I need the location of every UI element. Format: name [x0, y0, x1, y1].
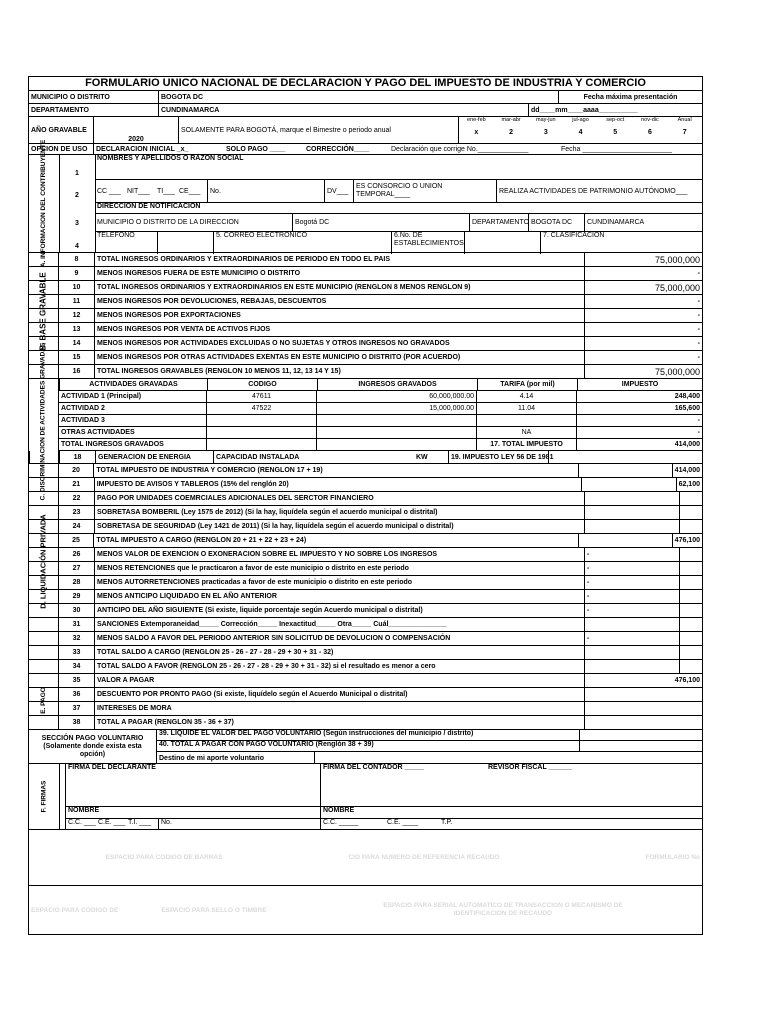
row-value[interactable]: 476,100	[674, 537, 700, 544]
row-36	[28, 688, 703, 702]
row-18	[29, 451, 702, 464]
ce-label[interactable]: CE___	[179, 187, 201, 195]
row-number: 9	[59, 267, 95, 280]
activity-label: ACTIVIDAD 2	[59, 403, 207, 414]
row-value[interactable]	[680, 576, 702, 589]
row-label: INTERESES DE MORA	[95, 702, 585, 715]
row-label: MENOS VALOR DE EXENCION O EXONERACION SOBRE EL IMPUESTO Y NO SOBRE LOS INGRESOS	[95, 548, 585, 561]
fecha-maxima-fields[interactable]: dd____mm____aaaa__________	[531, 106, 638, 114]
side-spacer	[29, 646, 59, 659]
row-mid-value[interactable]: -	[585, 632, 680, 645]
direccion-row	[95, 214, 702, 232]
correo-label[interactable]: 5. CORREO ELECTRONICO	[213, 232, 391, 254]
row-label: SOBRETASA BOMBERIL (Ley 1575 de 2012) (Si la hay, liquídela según el acuerdo municipal o distrital)	[95, 506, 585, 519]
section-c-side: C. DISCRIMINACION DE ACTIVIDADES GRAVADAS	[28, 379, 59, 464]
period-label: nov-dic	[641, 117, 659, 123]
serial-space: ESPACIO PARA SERIAL AUTOMATICO DE TRANSACCION O MECANISMO DE IDENTIFICACION DE RECAUDO	[383, 902, 623, 917]
row-23	[28, 506, 703, 520]
period-label: mar-abr	[501, 117, 521, 123]
section-a-side: A. INFORMACION DEL CONTRIBUYENTE	[29, 155, 60, 252]
period-option[interactable]: 7	[682, 129, 687, 136]
row-mid-value[interactable]: -	[585, 562, 680, 575]
generacion-label: GENERACION DE ENERGIA	[96, 451, 214, 463]
row-number: 37	[59, 702, 95, 715]
activity-code[interactable]: 47611	[207, 391, 317, 402]
row-value[interactable]: -	[697, 270, 700, 277]
activity-tax[interactable]: -	[697, 417, 700, 424]
capacidad-label: CAPACIDAD INSTALADA	[216, 453, 300, 461]
side-spacer	[29, 660, 59, 673]
section-b	[28, 253, 703, 379]
row-value[interactable]	[680, 506, 702, 519]
row-value[interactable]	[680, 492, 702, 505]
row-21	[28, 478, 703, 492]
row-mid-value[interactable]: -	[585, 604, 680, 617]
total-gravados-value[interactable]	[317, 439, 477, 450]
contacto-row	[95, 232, 702, 254]
row-number: 31	[59, 618, 95, 631]
cundinamarca[interactable]: CUNDINAMARCA	[584, 214, 702, 231]
column-header: IMPUESTO	[621, 381, 659, 388]
total-gravados-label: TOTAL INGRESOS GRAVADOS	[59, 439, 207, 450]
section-f	[28, 764, 703, 830]
decl-inicial[interactable]: DECLARACION INICIAL _x_	[96, 145, 189, 153]
row-40[interactable]: 40. TOTAL A PAGAR CON PAGO VOLUNTARIO (Renglón 38 + 39)	[157, 741, 702, 752]
row-11	[28, 295, 703, 309]
row-number: 14	[59, 337, 95, 350]
row-35	[28, 674, 703, 688]
total-gravados-row	[59, 439, 702, 451]
row-28	[28, 576, 703, 590]
side-spacer	[29, 632, 59, 645]
firma-declarante[interactable]: FIRMA DEL DECLARANTE	[68, 764, 156, 771]
row-27	[28, 562, 703, 576]
row-number: 16	[59, 365, 95, 378]
section-d-side: D. LIQUIDACIÓN PRIVADA	[28, 464, 59, 659]
side-spacer	[29, 716, 59, 729]
side-spacer	[29, 590, 59, 603]
row-number: 33	[59, 646, 95, 659]
tax-form	[28, 76, 703, 935]
row-number: 2	[75, 192, 79, 199]
cc-label[interactable]: CC ___	[97, 187, 121, 195]
activity-income[interactable]: 60,000,000.00	[317, 391, 477, 402]
anio-label: AÑO GRAVABLE	[29, 117, 94, 143]
side-spacer	[29, 604, 59, 617]
ley56-value[interactable]	[549, 451, 702, 463]
row-number: 1	[75, 170, 79, 177]
opcion-uso-label: OPCION DE USO	[29, 144, 94, 154]
row-value[interactable]: 75,000,000	[654, 254, 700, 265]
ley56-label: 19. IMPUESTO LEY 56 DE 1981	[449, 451, 549, 463]
row-value[interactable]: 75,000,000	[654, 366, 700, 377]
row-value[interactable]: -	[697, 326, 700, 333]
row-label: TOTAL IMPUESTO A CARGO (RENGLON 20 + 21 + 22 + 23 + 24)	[94, 534, 578, 547]
total-impuesto-value[interactable]: 414,000	[674, 441, 700, 448]
activity-code[interactable]	[207, 415, 317, 426]
period-option[interactable]: 2	[509, 129, 514, 136]
departamento-label: DEPARTAMENTO	[29, 104, 159, 116]
firma-contador[interactable]: FIRMA DEL CONTADOR _____	[323, 764, 424, 771]
row-value[interactable]: -	[697, 312, 700, 319]
row-number: 28	[59, 576, 95, 589]
activity-tax[interactable]: -	[697, 429, 700, 436]
row-label: VALOR A PAGAR	[95, 674, 585, 687]
row-number: 32	[59, 632, 95, 645]
id-row	[95, 180, 702, 203]
revisor-fiscal[interactable]: REVISOR FISCAL ______	[488, 764, 572, 771]
c-header	[59, 379, 702, 391]
row-13	[28, 323, 703, 337]
row-37	[28, 702, 703, 716]
row-value[interactable]	[680, 632, 702, 645]
period-option[interactable]: 3	[543, 129, 548, 136]
row-value[interactable]: -	[697, 298, 700, 305]
municipio-dir-label[interactable]: MUNICIPIO O DISTRITO DE LA DIRECCION	[97, 219, 239, 226]
activity-row	[59, 403, 702, 415]
activity-income[interactable]	[317, 415, 477, 426]
row-16	[28, 365, 703, 379]
nombres-label[interactable]: NOMBRES Y APELLIDOS O RAZON SOCIAL	[95, 155, 702, 180]
ti-declarante[interactable]: T.I. ___	[128, 819, 151, 826]
direccion-notif-label[interactable]: DIRECCION DE NOTIFICACION	[95, 203, 702, 214]
row-number: 22	[59, 492, 95, 505]
row-22	[28, 492, 703, 506]
side-spacer	[29, 492, 59, 505]
section-f-side: F. FIRMAS	[29, 764, 60, 829]
section-b-side: B. BASE GRAVABLE	[28, 253, 59, 370]
row-mid-value[interactable]	[579, 464, 673, 477]
row-number: 10	[59, 281, 95, 294]
row-label: SOBRETASA DE SEGURIDAD (Ley 1421 de 2011) (Si la hay, liquídela según el acuerdo municipal o distrital)	[95, 520, 585, 533]
row-8	[28, 253, 703, 267]
row-label: MENOS SALDO A FAVOR DEL PERIODO ANTERIOR SIN SOLICITUD DE DEVOLUCION O COMPENSACIÓN	[95, 632, 585, 645]
activity-label: ACTIVIDAD 1 (Principal)	[59, 391, 207, 402]
side-spacer	[29, 267, 59, 280]
fecha[interactable]: Fecha _______________________	[561, 145, 672, 153]
row-12	[28, 309, 703, 323]
side-spacer	[29, 464, 59, 477]
activity-code[interactable]	[207, 427, 317, 438]
activity-income[interactable]	[317, 427, 477, 438]
period-label: Anual	[677, 117, 692, 123]
row-mid-value[interactable]: -	[585, 590, 680, 603]
row-29	[28, 590, 703, 604]
row-number: 29	[59, 590, 95, 603]
column-header: ACTIVIDADES GRAVADAS	[60, 379, 208, 390]
row-number: 27	[59, 562, 95, 575]
row-label: MENOS INGRESOS POR EXPORTACIONES	[95, 309, 585, 322]
row-25	[28, 534, 703, 548]
side-spacer	[29, 281, 59, 294]
row-31	[28, 618, 703, 632]
row-mid-value[interactable]	[585, 618, 680, 631]
row-mid-value[interactable]	[585, 506, 680, 519]
row-value[interactable]	[680, 646, 702, 659]
no-label[interactable]: No.	[207, 180, 324, 202]
row-mid-value[interactable]	[585, 492, 680, 505]
row-label: TOTAL SALDO A FAVOR (RENGLON 25 - 26 - 27 - 28 - 29 + 30 + 31 - 32) si el resultado es menor a cero	[95, 660, 585, 673]
row-number: 34	[59, 660, 95, 673]
period-option[interactable]: 4	[578, 129, 583, 136]
row-label: PAGO POR UNIDADES COEMRCIALES ADICIONALES DEL SERCTOR FINANCIERO	[95, 492, 585, 505]
row-38	[28, 716, 703, 730]
consorcio-label[interactable]: ES CONSORCIO O UNION TEMPORAL____	[353, 180, 496, 202]
side-spacer	[30, 451, 60, 463]
row-label: ANTICIPO DEL AÑO SIGUIENTE (Si existe, liquide porcentaje según Acuerdo municipal o distrital)	[95, 604, 585, 617]
row-label: TOTAL A PAGAR (RENGLON 35 - 36 + 37)	[95, 716, 585, 729]
row-number: 21	[59, 478, 95, 491]
activity-income[interactable]: 15,000,000.00	[317, 403, 477, 414]
destino-aporte[interactable]: Destino de mi aporte voluntario	[157, 752, 702, 764]
row-mid-value[interactable]: -	[585, 576, 680, 589]
pago-voluntario	[28, 730, 703, 764]
row-20	[28, 464, 703, 478]
row-33	[28, 646, 703, 660]
cc-declarante[interactable]: C.C. ___	[68, 819, 96, 826]
row-label: MENOS AUTORRETENCIONES practicadas a favor de este municipio o distrito en este periodo	[95, 576, 585, 589]
row-value[interactable]	[680, 590, 702, 603]
row-mid-value[interactable]	[579, 534, 673, 547]
row-number: 30	[59, 604, 95, 617]
ti-label[interactable]: TI___	[157, 187, 175, 195]
solo-pago[interactable]: SOLO PAGO ____	[226, 145, 286, 153]
row-9	[28, 267, 703, 281]
row-label: TOTAL INGRESOS ORDINARIOS Y EXTRAORDINARIOS DE PERIODO EN TODO EL PAIS	[95, 253, 585, 266]
row-15	[28, 351, 703, 365]
corrige[interactable]: Declaración que corrige No._____________	[391, 145, 529, 153]
row-label: SANCIONES Extemporaneidad_____ Corrección_____ Inexactitud_____ Otra_____ Cuál_______________	[95, 618, 585, 631]
activity-rate[interactable]: NA	[477, 427, 577, 438]
row-value[interactable]	[585, 688, 702, 701]
row-mid-value[interactable]	[585, 646, 680, 659]
row-label: MENOS ANTICIPO LIQUIDADO EN EL AÑO ANTERIOR	[95, 590, 585, 603]
row-mid-value[interactable]	[585, 520, 680, 533]
municipio-label: MUNICIPIO O DISTRITO	[29, 91, 159, 103]
row-label: TOTAL INGRESOS GRAVABLES (RENGLON 10 MENOS 11, 12, 13 14 Y 15)	[95, 365, 585, 378]
no-declarante[interactable]: No.	[158, 819, 320, 830]
row-mid-value[interactable]	[585, 660, 680, 673]
row-value[interactable]: -	[697, 354, 700, 361]
activity-row	[59, 415, 702, 427]
row-label: TOTAL SALDO A CARGO (RENGLON 25 - 26 - 27 - 28 - 29 + 30 + 31 - 32)	[95, 646, 585, 659]
cc-contador[interactable]: C.C. _____	[323, 819, 359, 826]
row-number: 18	[60, 451, 96, 463]
activity-code[interactable]: 47522	[207, 403, 317, 414]
codigo-space: ESPACIO PARA CODIGO DE	[31, 906, 119, 914]
activity-rate[interactable]: 11.04	[477, 403, 577, 414]
form-title: FORMULARIO UNICO NACIONAL DE DECLARACION Y PAGO DEL IMPUESTO DE INDUSTRIA Y COMERCIO	[28, 76, 703, 91]
row-number: 3	[75, 220, 79, 227]
anio-row	[28, 117, 703, 144]
row-value[interactable]: 75,000,000	[654, 282, 700, 293]
anio-value[interactable]: 2020	[94, 117, 179, 143]
row-number: 25	[59, 534, 95, 547]
row-26	[28, 548, 703, 562]
activity-rate[interactable]: 4.14	[477, 391, 577, 402]
activity-row	[59, 391, 702, 403]
sello-space: ESPACIO PARA SELLO O TIMBRE	[161, 906, 267, 914]
activity-row	[59, 427, 702, 439]
row-label: MENOS RETENCIONES que le practicaron a favor de este municipio o distrito en este periodo	[95, 562, 585, 575]
period-label: may-jun	[536, 117, 556, 123]
row-number: 8	[59, 253, 95, 266]
side-spacer	[29, 323, 59, 336]
row-value[interactable]	[680, 604, 702, 617]
side-spacer	[29, 478, 59, 491]
row-14	[28, 337, 703, 351]
period-option[interactable]: 6	[648, 129, 652, 136]
column-header: TARIFA (por mil)	[478, 379, 578, 390]
section-e	[28, 674, 703, 730]
bogota-dc[interactable]: BOGOTA DC	[528, 214, 584, 231]
row-value[interactable]	[680, 520, 702, 533]
no-estab-label[interactable]: 6.No. DE ESTABLECIMIENTOS	[391, 232, 464, 254]
codigo-barras-space: ESPACIO PARA CODIGO DE BARRAS	[105, 854, 223, 861]
ce-declarante[interactable]: C.E. ___	[98, 819, 126, 826]
row-number: 36	[59, 688, 95, 701]
activity-rate[interactable]	[477, 415, 577, 426]
row-39[interactable]: 39. LIQUIDE EL VALOR DEL PAGO VOLUNTARIO (Según instrucciones del municipio / distrito)	[157, 730, 702, 741]
row-number: 24	[59, 520, 95, 533]
departamento-value[interactable]: CUNDINAMARCA	[159, 104, 529, 116]
row-value[interactable]	[585, 702, 702, 715]
footer-row-2	[28, 886, 703, 935]
row-number: 13	[59, 323, 95, 336]
patrimonio-label[interactable]: REALIZA ACTIVIDADES DE PATRIMONIO AUTÓNOMO___	[496, 180, 702, 202]
row-number: 11	[59, 295, 95, 308]
period-grid	[459, 117, 702, 143]
row-label: MENOS INGRESOS POR OTRAS ACTIVIDADES EXENTAS EN ESTE MUNICIPIO O DISTRITO (POR ACUERDO)	[95, 351, 585, 364]
departamento-row	[28, 104, 703, 117]
formulario-no: FORMULARIO No	[645, 854, 700, 861]
side-spacer	[29, 506, 59, 519]
row-number: 4	[75, 243, 79, 250]
row-value[interactable]: 62,100	[678, 481, 700, 488]
dv-label[interactable]: DV___	[324, 180, 353, 202]
activity-tax[interactable]: 248,400	[674, 393, 700, 400]
row-value[interactable]	[680, 618, 702, 631]
side-spacer	[29, 534, 59, 547]
period-label: sep-oct	[606, 117, 625, 123]
row-value[interactable]	[680, 548, 702, 561]
row-number: 20	[59, 464, 95, 477]
side-spacer	[29, 520, 59, 533]
column-header: INGRESOS GRAVADOS	[318, 379, 478, 390]
period-label: ene-feb	[467, 117, 486, 123]
period-option[interactable]: x	[474, 129, 479, 136]
period-label: jul-ago	[572, 117, 589, 123]
side-spacer	[29, 618, 59, 631]
row-label: MENOS INGRESOS POR ACTIVIDADES EXCLUIDAS O NO SUJETAS Y OTROS INGRESOS NO GRAVADOS	[95, 337, 585, 350]
nombre-declarante[interactable]: NOMBRE	[66, 806, 320, 818]
activity-label: ACTIVIDAD 3	[59, 415, 207, 426]
column-header: CODIGO	[208, 379, 318, 390]
footer-row-1	[28, 830, 703, 886]
row-label: MENOS INGRESOS POR DEVOLUCIONES, REBAJAS, DESCUENTOS	[95, 295, 585, 308]
total-impuesto-label: 17. TOTAL IMPUESTO	[477, 439, 577, 450]
row-34	[28, 660, 703, 674]
section-e-side: E. PAGO	[28, 674, 59, 726]
municipio-value[interactable]: BOGOTA DC	[159, 91, 559, 103]
side-spacer	[29, 576, 59, 589]
bogota-note: SOLAMENTE PARA BOGOTÁ, marque el Bimestre o periodo anual	[179, 117, 459, 143]
blank	[207, 439, 317, 450]
side-spacer	[29, 702, 59, 715]
period-option[interactable]: 5	[613, 129, 618, 136]
side-spacer	[29, 674, 59, 687]
row-number: 35	[59, 674, 95, 687]
row-32	[28, 632, 703, 646]
row-label: DESCUENTO POR PRONTO PAGO (Si existe, liquídelo según el Acuerdo Municipal o distrital)	[95, 688, 585, 701]
row-label: IMPUESTO DE AVISOS Y TABLEROS (15% del renglón 20)	[95, 478, 582, 491]
row-number: 15	[59, 351, 95, 364]
row-value[interactable]: -	[697, 340, 700, 347]
row-label: MENOS INGRESOS POR VENTA DE ACTIVOS FIJOS	[95, 323, 585, 336]
opcion-uso-row	[28, 144, 703, 155]
referencia-space: CIO PARA NUMERO DE REFERENCIA RECAUDO	[348, 854, 500, 861]
telefono-label[interactable]: TELEFONO	[97, 232, 135, 239]
row-value[interactable]: 476,100	[674, 677, 700, 684]
row-number: 38	[59, 716, 95, 729]
side-spacer	[29, 295, 59, 308]
row-30	[28, 604, 703, 618]
row-value[interactable]	[680, 562, 702, 575]
activity-label: OTRAS ACTIVIDADES	[59, 427, 207, 438]
row-value[interactable]	[585, 716, 702, 729]
row-label: TOTAL INGRESOS ORDINARIOS Y EXTRAORDINARIOS EN ESTE MUNICIPIO (RENGLON 8 MENOS RENGLON 9)	[95, 281, 585, 294]
row-label: TOTAL IMPUESTO DE INDUSTRIA Y COMERCIO (RENGLON 17 + 19)	[94, 464, 578, 477]
section-d	[28, 464, 703, 674]
row-number: 12	[59, 309, 95, 322]
side-spacer	[29, 309, 59, 322]
departamento-dir-label: DEPARTAMENTO	[469, 214, 528, 231]
row-number: 23	[59, 506, 95, 519]
nombre-contador[interactable]: NOMBRE	[321, 806, 702, 818]
row-24	[28, 520, 703, 534]
side-spacer	[29, 253, 59, 266]
side-spacer	[29, 688, 59, 701]
voluntario-label: SECCIÓN PAGO VOLUNTARIO (Solamente donde exista esta opción)	[29, 730, 157, 763]
clasificacion-label[interactable]: 7. CLASIFICACION	[540, 232, 702, 254]
municipio-row	[28, 91, 703, 104]
tp-contador[interactable]: T.P.	[441, 819, 453, 826]
bogota-dir[interactable]: Bogotá DC	[292, 214, 469, 231]
side-spacer	[29, 548, 59, 561]
row-10	[28, 281, 703, 295]
activity-tax[interactable]: 165,600	[674, 405, 700, 412]
fecha-maxima-label: Fecha máxima presentación	[583, 93, 678, 101]
row-mid-value[interactable]: -	[585, 548, 680, 561]
row-number: 26	[59, 548, 95, 561]
correccion[interactable]: CORRECCIÓN____	[306, 145, 370, 153]
side-spacer	[29, 562, 59, 575]
kw-label: KW	[414, 451, 449, 463]
row-mid-value[interactable]	[582, 478, 677, 491]
row-value[interactable]	[680, 660, 702, 673]
row-label: MENOS INGRESOS FUERA DE ESTE MUNICIPIO O DISTRITO	[95, 267, 585, 280]
row-value[interactable]: 414,000	[674, 467, 700, 474]
ce-contador[interactable]: C.E. ____	[387, 819, 419, 826]
nit-label[interactable]: NIT___	[127, 187, 150, 195]
